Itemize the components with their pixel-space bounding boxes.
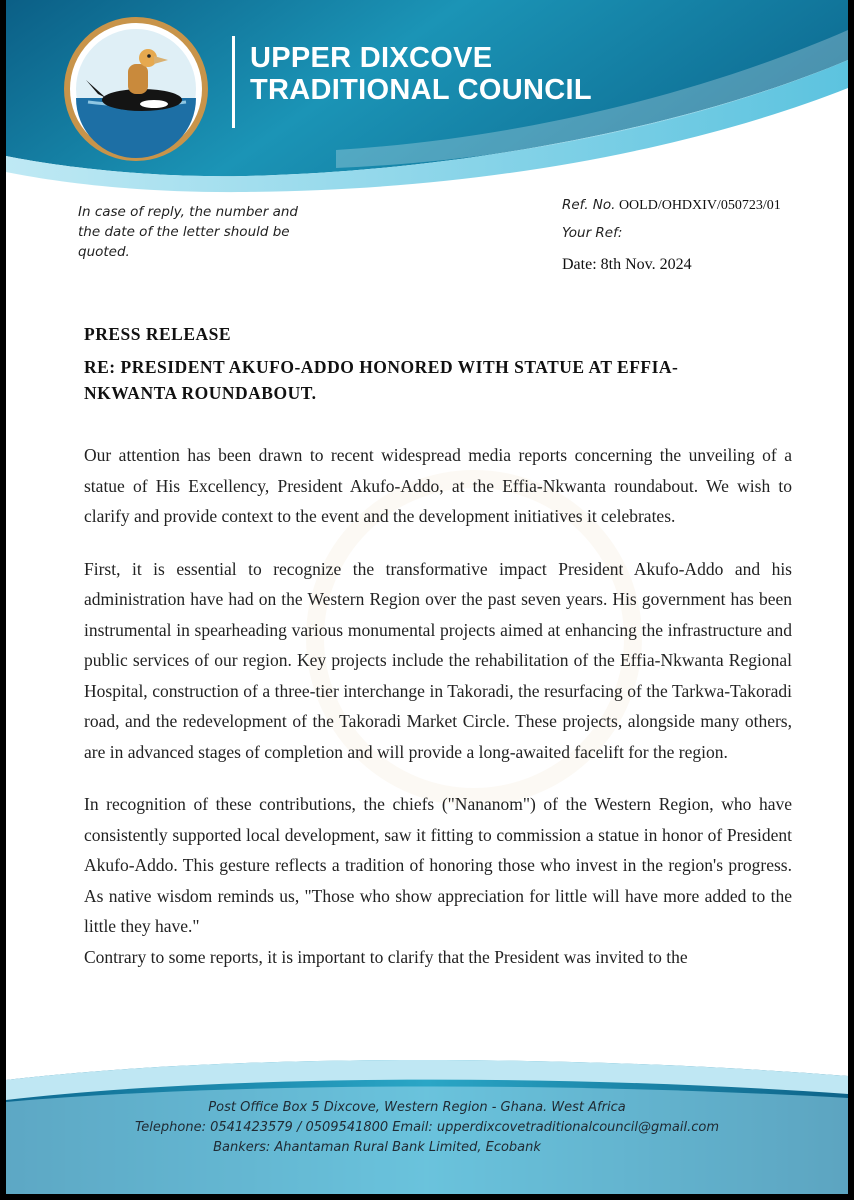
ref-no-value: OOLD/OHDXIV/050723/01 (618, 198, 781, 213)
header-divider (232, 36, 235, 128)
ref-no-label: Ref. No. (562, 197, 616, 213)
footer-contact (6, 1098, 848, 1158)
release-body (84, 440, 792, 994)
subject-line-1: RE: PRESIDENT AKUFO-ADDO HONORED WITH STATUE AT EFFIA- (84, 357, 679, 377)
paragraph-3: In recognition of these contributions, the chiefs ("Nananom") of the Western Region, who have consistently supported local development, saw it fitting to commission a statue in honor of President Akufo-Addo. This gesture reflects a tradition of honoring those who invest in the region's progress. As native wisdom reminds us, "Those who show appreciation for little will have more added to the little they have." (84, 794, 792, 936)
paragraph-2: First, it is essential to recognize the transformative impact President Akufo-Addo and his administration have had on the Western Region over the past seven years. His government has been instrumental in spearheading various monumental projects aimed at enhancing the infrastructure and public services of our region. Key projects include the rehabilitation of the Effia-Nkwanta Regional Hospital, construction of a three-tier interchange in Takoradi, the resurfacing of the Tarkwa-Takoradi road, and the redevelopment of the Takoradi Market Circle. These projects, alongside many others, are in advanced stages of completion and will provide a long-awaited facelift for the region. (84, 558, 792, 762)
press-release-title: PRESS RELEASE (84, 324, 232, 344)
council-logo (58, 14, 214, 164)
letter-date: Date: 8th Nov. 2024 (562, 256, 692, 273)
your-ref-label: Your Ref: (562, 225, 623, 241)
reply-note: In case of reply, the number and the date of the letter should be quoted. (78, 204, 298, 260)
reference-block (562, 194, 781, 282)
org-name-line2: TRADITIONAL COUNCIL (250, 74, 592, 106)
org-name-line1: UPPER DIXCOVE (250, 42, 493, 74)
footer-bankers: Bankers: Ahantaman Rural Bank Limited, Ecobank (213, 1140, 541, 1155)
organization-name (250, 42, 592, 106)
subject-line-2: NKWANTA ROUNDABOUT. (84, 383, 317, 403)
paragraph-4: Contrary to some reports, it is important to clarify that the President was invited to the (84, 946, 688, 967)
footer-phone-email: Telephone: 0541423579 / 0509541800 Email: upperdixcovetraditionalcouncil@gmail.com (134, 1120, 720, 1135)
paragraph-1: Our attention has been drawn to recent widespread media reports concerning the unveiling of a statue of His Excellency, President Akufo-Addo, at the Effia-Nkwanta roundabout. We wish to clarify and provide context to the event and the development initiatives it celebrates. (84, 445, 792, 526)
letter-page (6, 0, 848, 1194)
footer-address: Post Office Box 5 Dixcove, Western Region - Ghana. West Africa (208, 1100, 626, 1115)
press-release-heading (84, 322, 792, 406)
